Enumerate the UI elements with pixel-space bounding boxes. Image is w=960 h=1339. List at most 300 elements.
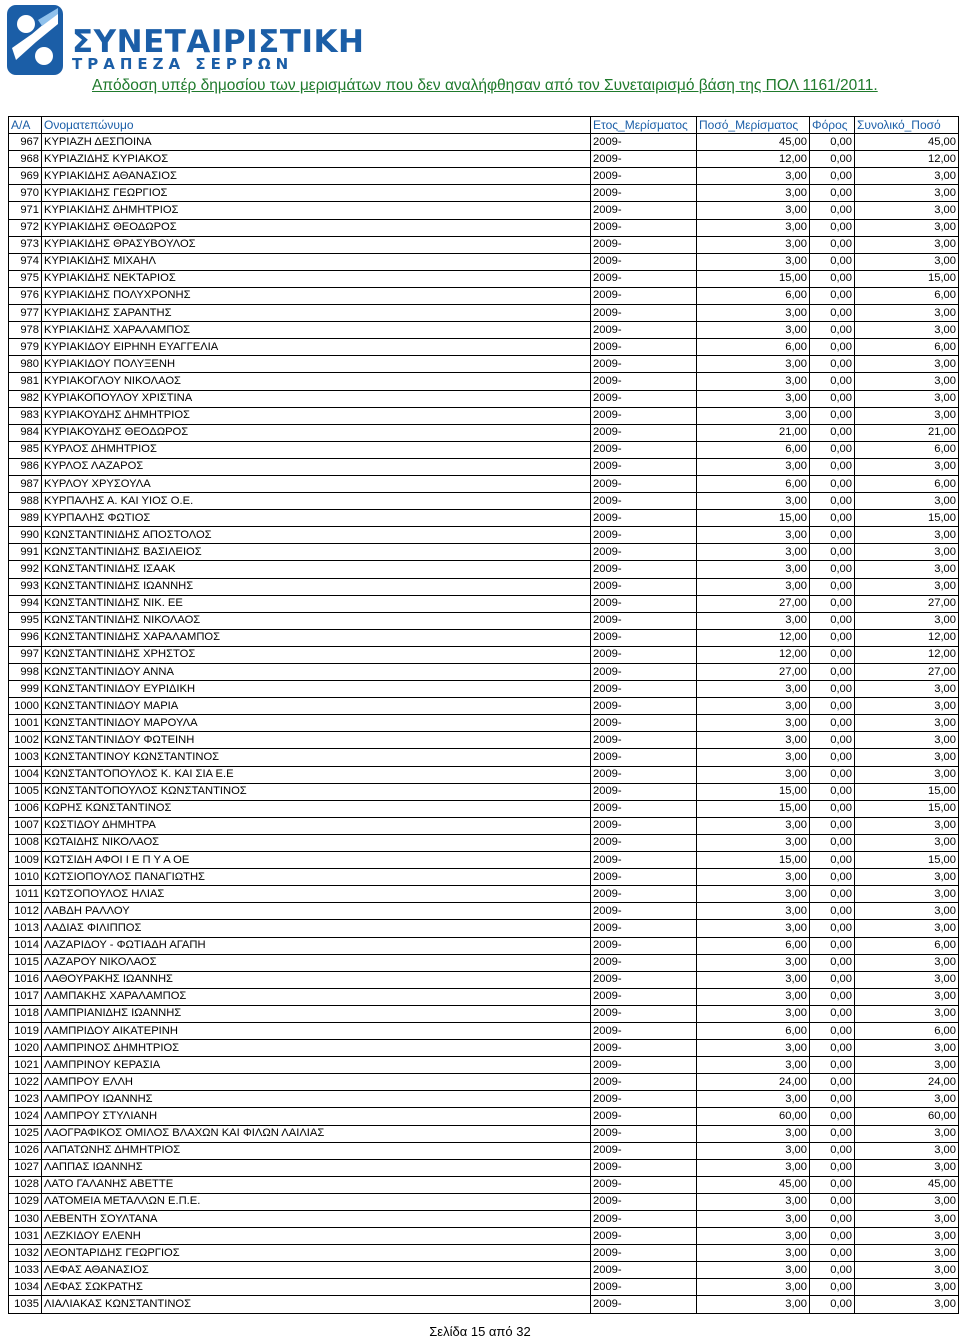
table-row	[9, 236, 959, 253]
cell-name: ΛΙΑΛΙΑΚΑΣ ΚΩΝΣΤΑΝΤΙΝΟΣ	[42, 1296, 591, 1313]
cell-tax: 0,00	[810, 852, 855, 869]
table-row	[9, 732, 959, 749]
cell-dividend-amount: 3,00	[697, 1057, 810, 1074]
cell-tax: 0,00	[810, 253, 855, 270]
cell-dividend-amount: 3,00	[697, 681, 810, 698]
table-row	[9, 253, 959, 270]
cell-total-amount: 3,00	[855, 749, 959, 766]
table-row	[9, 664, 959, 681]
cell-aa: 1021	[9, 1057, 42, 1074]
cell-name: ΚΩΝΣΤΑΝΤΙΝΙΔΗΣ ΝΙΚ. ΕΕ	[42, 595, 591, 612]
cell-dividend-amount: 3,00	[697, 322, 810, 339]
cell-tax: 0,00	[810, 715, 855, 732]
cell-total-amount: 21,00	[855, 424, 959, 441]
cell-year: 2009-	[591, 424, 697, 441]
cell-dividend-amount: 15,00	[697, 510, 810, 527]
cell-aa: 998	[9, 664, 42, 681]
cell-aa: 1025	[9, 1125, 42, 1142]
cell-dividend-amount: 21,00	[697, 424, 810, 441]
cell-tax: 0,00	[810, 1211, 855, 1228]
cell-aa: 974	[9, 253, 42, 270]
cell-aa: 996	[9, 629, 42, 646]
cell-tax: 0,00	[810, 646, 855, 663]
header-year: Ετος_Μερίσματος	[591, 117, 697, 134]
document-subtitle: Απόδοση υπέρ δημοσίου των μερισμάτων που δεν αναλήφθησαν από τον Συνεταιρισμό βάση της ΠΟΛ 1161/2011.	[92, 77, 878, 94]
cell-aa: 1009	[9, 852, 42, 869]
cell-year: 2009-	[591, 681, 697, 698]
cell-total-amount: 45,00	[855, 1176, 959, 1193]
cell-dividend-amount: 3,00	[697, 1245, 810, 1262]
cell-dividend-amount: 12,00	[697, 151, 810, 168]
table-row	[9, 817, 959, 834]
cell-year: 2009-	[591, 134, 697, 151]
cell-year: 2009-	[591, 646, 697, 663]
cell-dividend-amount: 6,00	[697, 287, 810, 304]
table-body	[9, 134, 959, 1313]
cell-aa: 981	[9, 373, 42, 390]
cell-dividend-amount: 3,00	[697, 971, 810, 988]
table-row	[9, 356, 959, 373]
cell-total-amount: 12,00	[855, 151, 959, 168]
cell-dividend-amount: 3,00	[697, 561, 810, 578]
cell-year: 2009-	[591, 920, 697, 937]
cell-dividend-amount: 15,00	[697, 800, 810, 817]
cell-name: ΚΩΤΑΙΔΗΣ ΝΙΚΟΛΑΟΣ	[42, 834, 591, 851]
cell-aa: 1024	[9, 1108, 42, 1125]
cell-dividend-amount: 6,00	[697, 1022, 810, 1039]
cell-year: 2009-	[591, 715, 697, 732]
cell-year: 2009-	[591, 766, 697, 783]
cell-name: ΚΥΡΙΑΚΟΥΔΗΣ ΘΕΟΔΩΡΟΣ	[42, 424, 591, 441]
cell-year: 2009-	[591, 852, 697, 869]
cell-year: 2009-	[591, 1091, 697, 1108]
cell-dividend-amount: 3,00	[697, 732, 810, 749]
cell-total-amount: 6,00	[855, 287, 959, 304]
table-row	[9, 1005, 959, 1022]
cell-total-amount: 3,00	[855, 869, 959, 886]
cell-name: ΚΥΡΙΑΚΙΔΟΥ ΕΙΡΗΝΗ ΕΥΑΓΓΕΛΙΑ	[42, 339, 591, 356]
cell-name: ΚΥΡΙΑΚΙΔΗΣ ΑΘΑΝΑΣΙΟΣ	[42, 168, 591, 185]
cell-aa: 1002	[9, 732, 42, 749]
cell-name: ΚΥΡΙΑΖΗ ΔΕΣΠΟΙΝΑ	[42, 134, 591, 151]
cell-aa: 1017	[9, 988, 42, 1005]
cell-year: 2009-	[591, 1125, 697, 1142]
cell-tax: 0,00	[810, 612, 855, 629]
table-row	[9, 493, 959, 510]
cell-dividend-amount: 3,00	[697, 493, 810, 510]
cell-year: 2009-	[591, 988, 697, 1005]
cell-name: ΚΥΡΙΑΚΙΔΗΣ ΝΕΚΤΑΡΙΟΣ	[42, 270, 591, 287]
cell-name: ΚΥΡΙΑΚΙΔΗΣ ΘΕΟΔΩΡΟΣ	[42, 219, 591, 236]
cell-tax: 0,00	[810, 441, 855, 458]
cell-total-amount: 3,00	[855, 407, 959, 424]
cell-year: 2009-	[591, 1057, 697, 1074]
cell-total-amount: 3,00	[855, 253, 959, 270]
cell-total-amount: 3,00	[855, 1193, 959, 1210]
cell-total-amount: 3,00	[855, 1142, 959, 1159]
cell-year: 2009-	[591, 356, 697, 373]
cell-tax: 0,00	[810, 424, 855, 441]
cell-aa: 1008	[9, 834, 42, 851]
cell-total-amount: 3,00	[855, 1040, 959, 1057]
cell-total-amount: 3,00	[855, 1262, 959, 1279]
cell-name: ΚΩΝΣΤΑΝΤΙΝΙΔΟΥ ΜΑΡΙΑ	[42, 698, 591, 715]
cell-total-amount: 3,00	[855, 356, 959, 373]
cell-year: 2009-	[591, 817, 697, 834]
cell-total-amount: 24,00	[855, 1074, 959, 1091]
cell-tax: 0,00	[810, 937, 855, 954]
cell-tax: 0,00	[810, 971, 855, 988]
cell-tax: 0,00	[810, 954, 855, 971]
cell-aa: 1028	[9, 1176, 42, 1193]
cell-aa: 995	[9, 612, 42, 629]
cell-name: ΚΩΝΣΤΑΝΤΙΝΙΔΗΣ ΝΙΚΟΛΑΟΣ	[42, 612, 591, 629]
cell-name: ΚΩΤΣΟΠΟΥΛΟΣ ΗΛΙΑΣ	[42, 886, 591, 903]
table-row	[9, 322, 959, 339]
cell-aa: 1016	[9, 971, 42, 988]
cell-year: 2009-	[591, 493, 697, 510]
cell-tax: 0,00	[810, 544, 855, 561]
cell-name: ΚΥΡΠΑΛΗΣ Α. ΚΑΙ ΥΙΟΣ Ο.Ε.	[42, 493, 591, 510]
cell-aa: 993	[9, 578, 42, 595]
cell-name: ΛΑΤΟΜΕΙΑ ΜΕΤΑΛΛΩΝ Ε.Π.Ε.	[42, 1193, 591, 1210]
cell-tax: 0,00	[810, 1228, 855, 1245]
cell-tax: 0,00	[810, 732, 855, 749]
cell-dividend-amount: 15,00	[697, 270, 810, 287]
cell-total-amount: 3,00	[855, 681, 959, 698]
cell-name: ΚΩΝΣΤΑΝΤΙΝΙΔΗΣ ΙΩΑΝΝΗΣ	[42, 578, 591, 595]
table-row	[9, 937, 959, 954]
cell-tax: 0,00	[810, 305, 855, 322]
table-row	[9, 783, 959, 800]
cell-aa: 1023	[9, 1091, 42, 1108]
cell-tax: 0,00	[810, 578, 855, 595]
cell-name: ΛΑΤΟ ΓΑΛΑΝΗΣ ΑΒΕΤΤΕ	[42, 1176, 591, 1193]
cell-total-amount: 3,00	[855, 834, 959, 851]
table-row	[9, 698, 959, 715]
table-row	[9, 578, 959, 595]
cell-aa: 1011	[9, 886, 42, 903]
cell-tax: 0,00	[810, 322, 855, 339]
cell-dividend-amount: 6,00	[697, 475, 810, 492]
cell-tax: 0,00	[810, 390, 855, 407]
cell-aa: 1022	[9, 1074, 42, 1091]
cell-tax: 0,00	[810, 1108, 855, 1125]
table-row	[9, 527, 959, 544]
table-row	[9, 1125, 959, 1142]
cell-name: ΚΥΡΛΟΣ ΛΑΖΑΡΟΣ	[42, 458, 591, 475]
cell-aa: 1014	[9, 937, 42, 954]
brand-name: ΣΥΝΕΤΑΙΡΙΣΤΙΚΗ	[72, 24, 365, 60]
cell-total-amount: 3,00	[855, 1057, 959, 1074]
cell-year: 2009-	[591, 869, 697, 886]
cell-name: ΚΩΝΣΤΑΝΤΙΝΙΔΟΥ ΦΩΤΕΙΝΗ	[42, 732, 591, 749]
cell-tax: 0,00	[810, 783, 855, 800]
cell-tax: 0,00	[810, 527, 855, 544]
cell-year: 2009-	[591, 886, 697, 903]
cell-year: 2009-	[591, 1211, 697, 1228]
cell-tax: 0,00	[810, 1142, 855, 1159]
cell-aa: 988	[9, 493, 42, 510]
table-row	[9, 1022, 959, 1039]
cell-tax: 0,00	[810, 817, 855, 834]
table-row	[9, 1193, 959, 1210]
cell-aa: 979	[9, 339, 42, 356]
table-row	[9, 151, 959, 168]
cell-dividend-amount: 15,00	[697, 783, 810, 800]
table-row	[9, 1262, 959, 1279]
cell-total-amount: 6,00	[855, 937, 959, 954]
cell-total-amount: 3,00	[855, 817, 959, 834]
cell-total-amount: 3,00	[855, 954, 959, 971]
cell-dividend-amount: 27,00	[697, 664, 810, 681]
cell-year: 2009-	[591, 612, 697, 629]
cell-aa: 1031	[9, 1228, 42, 1245]
cell-name: ΛΕΒΕΝΤΗ ΣΟΥΛΤΑΝΑ	[42, 1211, 591, 1228]
cell-aa: 973	[9, 236, 42, 253]
cell-dividend-amount: 3,00	[697, 749, 810, 766]
cell-total-amount: 27,00	[855, 595, 959, 612]
cell-name: ΚΥΡΙΑΚΙΔΗΣ ΣΑΡΑΝΤΗΣ	[42, 305, 591, 322]
cell-aa: 1000	[9, 698, 42, 715]
cell-tax: 0,00	[810, 458, 855, 475]
table-row	[9, 424, 959, 441]
cell-name: ΛΑΜΠΡΙΝΟΣ ΔΗΜΗΤΡΙΟΣ	[42, 1040, 591, 1057]
cell-year: 2009-	[591, 698, 697, 715]
table-row	[9, 305, 959, 322]
table-row	[9, 1245, 959, 1262]
brand-subtitle: ΤΡΑΠΕΖΑ ΣΕΡΡΩΝ	[72, 55, 294, 73]
cell-aa: 991	[9, 544, 42, 561]
table-row	[9, 1142, 959, 1159]
table-row	[9, 1040, 959, 1057]
table-header-row	[9, 117, 959, 134]
cell-name: ΚΥΡΙΑΚΙΔΗΣ ΠΟΛΥΧΡΟΝΗΣ	[42, 287, 591, 304]
cell-year: 2009-	[591, 202, 697, 219]
cell-total-amount: 3,00	[855, 236, 959, 253]
dividends-table	[8, 116, 959, 1314]
cell-aa: 977	[9, 305, 42, 322]
cell-aa: 1029	[9, 1193, 42, 1210]
cell-tax: 0,00	[810, 493, 855, 510]
table-row	[9, 629, 959, 646]
cell-dividend-amount: 3,00	[697, 1193, 810, 1210]
cell-total-amount: 15,00	[855, 783, 959, 800]
cell-tax: 0,00	[810, 681, 855, 698]
cell-year: 2009-	[591, 1262, 697, 1279]
table-row	[9, 595, 959, 612]
cell-year: 2009-	[591, 954, 697, 971]
cell-year: 2009-	[591, 305, 697, 322]
cell-tax: 0,00	[810, 1159, 855, 1176]
cell-dividend-amount: 15,00	[697, 852, 810, 869]
cell-name: ΚΩΝΣΤΑΝΤΙΝΙΔΗΣ ΒΑΣΙΛΕΙΟΣ	[42, 544, 591, 561]
cell-name: ΛΑΟΓΡΑΦΙΚΟΣ ΟΜΙΛΟΣ ΒΛΑΧΩΝ ΚΑΙ ΦΙΛΩΝ ΛΑΙΛΙΑΣ	[42, 1125, 591, 1142]
cell-tax: 0,00	[810, 1262, 855, 1279]
cell-year: 2009-	[591, 937, 697, 954]
table-row	[9, 407, 959, 424]
cell-year: 2009-	[591, 407, 697, 424]
cell-name: ΚΩΝΣΤΑΝΤΙΝΙΔΗΣ ΧΑΡΑΛΑΜΠΟΣ	[42, 629, 591, 646]
cell-aa: 969	[9, 168, 42, 185]
cell-total-amount: 3,00	[855, 886, 959, 903]
cell-tax: 0,00	[810, 1245, 855, 1262]
cell-aa: 992	[9, 561, 42, 578]
cell-name: ΚΥΡΙΑΚΙΔΟΥ ΠΟΛΥΞΕΝΗ	[42, 356, 591, 373]
cell-aa: 1030	[9, 1211, 42, 1228]
cell-year: 2009-	[591, 185, 697, 202]
cell-name: ΛΑΘΟΥΡΑΚΗΣ ΙΩΑΝΝΗΣ	[42, 971, 591, 988]
cell-dividend-amount: 3,00	[697, 390, 810, 407]
cell-total-amount: 3,00	[855, 1245, 959, 1262]
cell-year: 2009-	[591, 561, 697, 578]
cell-total-amount: 3,00	[855, 920, 959, 937]
cell-total-amount: 3,00	[855, 458, 959, 475]
cell-tax: 0,00	[810, 1279, 855, 1296]
cell-name: ΚΩΤΣΙΟΠΟΥΛΟΣ ΠΑΝΑΓΙΩΤΗΣ	[42, 869, 591, 886]
cell-tax: 0,00	[810, 1296, 855, 1313]
table-row	[9, 219, 959, 236]
cell-total-amount: 3,00	[855, 390, 959, 407]
cell-tax: 0,00	[810, 1040, 855, 1057]
cell-tax: 0,00	[810, 749, 855, 766]
cell-tax: 0,00	[810, 1005, 855, 1022]
cell-dividend-amount: 3,00	[697, 1211, 810, 1228]
cell-name: ΛΕΦΑΣ ΣΩΚΡΑΤΗΣ	[42, 1279, 591, 1296]
cell-name: ΚΩΝΣΤΑΝΤΙΝΙΔΟΥ ΜΑΡΟΥΛΑ	[42, 715, 591, 732]
header-total-amount: Συνολικό_Ποσό	[855, 117, 959, 134]
cell-year: 2009-	[591, 1108, 697, 1125]
cell-tax: 0,00	[810, 185, 855, 202]
table-row	[9, 1296, 959, 1313]
cell-tax: 0,00	[810, 834, 855, 851]
cell-aa: 986	[9, 458, 42, 475]
cell-year: 2009-	[591, 236, 697, 253]
cell-dividend-amount: 3,00	[697, 373, 810, 390]
cell-year: 2009-	[591, 287, 697, 304]
cell-tax: 0,00	[810, 988, 855, 1005]
table-row	[9, 886, 959, 903]
table-row	[9, 390, 959, 407]
cell-total-amount: 15,00	[855, 852, 959, 869]
cell-name: ΛΑΜΠΡΙΝΟΥ ΚΕΡΑΣΙΑ	[42, 1057, 591, 1074]
cell-aa: 970	[9, 185, 42, 202]
cell-year: 2009-	[591, 219, 697, 236]
cell-name: ΚΥΡΙΑΚΙΔΗΣ ΧΑΡΑΛΑΜΠΟΣ	[42, 322, 591, 339]
cell-total-amount: 3,00	[855, 732, 959, 749]
cell-year: 2009-	[591, 664, 697, 681]
cell-total-amount: 3,00	[855, 1091, 959, 1108]
cell-year: 2009-	[591, 732, 697, 749]
cell-dividend-amount: 3,00	[697, 578, 810, 595]
cell-name: ΛΑΔΙΑΣ ΦΙΛΙΠΠΟΣ	[42, 920, 591, 937]
cell-total-amount: 3,00	[855, 1159, 959, 1176]
cell-dividend-amount: 3,00	[697, 1228, 810, 1245]
cell-name: ΚΩΝΣΤΑΝΤΙΝΙΔΗΣ ΑΠΟΣΤΟΛΟΣ	[42, 527, 591, 544]
cell-year: 2009-	[591, 1074, 697, 1091]
cell-dividend-amount: 3,00	[697, 356, 810, 373]
cell-year: 2009-	[591, 322, 697, 339]
table-row	[9, 1057, 959, 1074]
cell-tax: 0,00	[810, 800, 855, 817]
cell-aa: 1006	[9, 800, 42, 817]
cell-year: 2009-	[591, 629, 697, 646]
page-number: Σελίδα 15 από 32	[429, 1324, 531, 1339]
cell-name: ΚΩΝΣΤΑΝΤΙΝΙΔΗΣ ΙΣΑΑΚ	[42, 561, 591, 578]
cell-tax: 0,00	[810, 168, 855, 185]
table-row	[9, 852, 959, 869]
table-row	[9, 185, 959, 202]
cell-name: ΚΩΝΣΤΑΝΤΙΝΙΔΗΣ ΧΡΗΣΤΟΣ	[42, 646, 591, 663]
cell-dividend-amount: 3,00	[697, 219, 810, 236]
cell-year: 2009-	[591, 544, 697, 561]
cell-dividend-amount: 3,00	[697, 920, 810, 937]
cell-aa: 967	[9, 134, 42, 151]
cell-aa: 968	[9, 151, 42, 168]
cell-total-amount: 60,00	[855, 1108, 959, 1125]
cell-dividend-amount: 45,00	[697, 134, 810, 151]
cell-dividend-amount: 45,00	[697, 1176, 810, 1193]
cell-year: 2009-	[591, 800, 697, 817]
cell-tax: 0,00	[810, 1074, 855, 1091]
cell-name: ΛΑΜΠΑΚΗΣ ΧΑΡΑΛΑΜΠΟΣ	[42, 988, 591, 1005]
cell-aa: 1034	[9, 1279, 42, 1296]
cell-aa: 976	[9, 287, 42, 304]
cell-total-amount: 3,00	[855, 1279, 959, 1296]
table-row	[9, 766, 959, 783]
cell-dividend-amount: 3,00	[697, 253, 810, 270]
cell-tax: 0,00	[810, 595, 855, 612]
table-row	[9, 510, 959, 527]
cell-aa: 1026	[9, 1142, 42, 1159]
cell-dividend-amount: 3,00	[697, 766, 810, 783]
table-row	[9, 134, 959, 151]
cell-total-amount: 3,00	[855, 185, 959, 202]
cell-year: 2009-	[591, 475, 697, 492]
cell-year: 2009-	[591, 1159, 697, 1176]
table-row	[9, 1074, 959, 1091]
cell-dividend-amount: 3,00	[697, 1296, 810, 1313]
table-row	[9, 373, 959, 390]
cell-aa: 1001	[9, 715, 42, 732]
cell-tax: 0,00	[810, 202, 855, 219]
cell-name: ΚΩΝΣΤΑΝΤΟΠΟΥΛΟΣ Κ. ΚΑΙ ΣΙΑ Ε.Ε	[42, 766, 591, 783]
cell-year: 2009-	[591, 168, 697, 185]
cell-dividend-amount: 6,00	[697, 937, 810, 954]
cell-tax: 0,00	[810, 766, 855, 783]
cell-tax: 0,00	[810, 270, 855, 287]
cell-name: ΛΑΜΠΡΟΥ ΙΩΑΝΝΗΣ	[42, 1091, 591, 1108]
cell-total-amount: 3,00	[855, 527, 959, 544]
cell-year: 2009-	[591, 1193, 697, 1210]
cell-aa: 1003	[9, 749, 42, 766]
cell-dividend-amount: 3,00	[697, 817, 810, 834]
cell-total-amount: 3,00	[855, 698, 959, 715]
table-row	[9, 612, 959, 629]
cell-year: 2009-	[591, 253, 697, 270]
cell-total-amount: 3,00	[855, 305, 959, 322]
cell-dividend-amount: 3,00	[697, 1125, 810, 1142]
cell-name: ΛΑΜΠΡΟΥ ΕΛΛΗ	[42, 1074, 591, 1091]
cell-dividend-amount: 3,00	[697, 903, 810, 920]
table-row	[9, 287, 959, 304]
cell-aa: 989	[9, 510, 42, 527]
cell-total-amount: 12,00	[855, 629, 959, 646]
table-row	[9, 1279, 959, 1296]
cell-total-amount: 6,00	[855, 475, 959, 492]
cell-dividend-amount: 12,00	[697, 646, 810, 663]
cell-year: 2009-	[591, 1005, 697, 1022]
